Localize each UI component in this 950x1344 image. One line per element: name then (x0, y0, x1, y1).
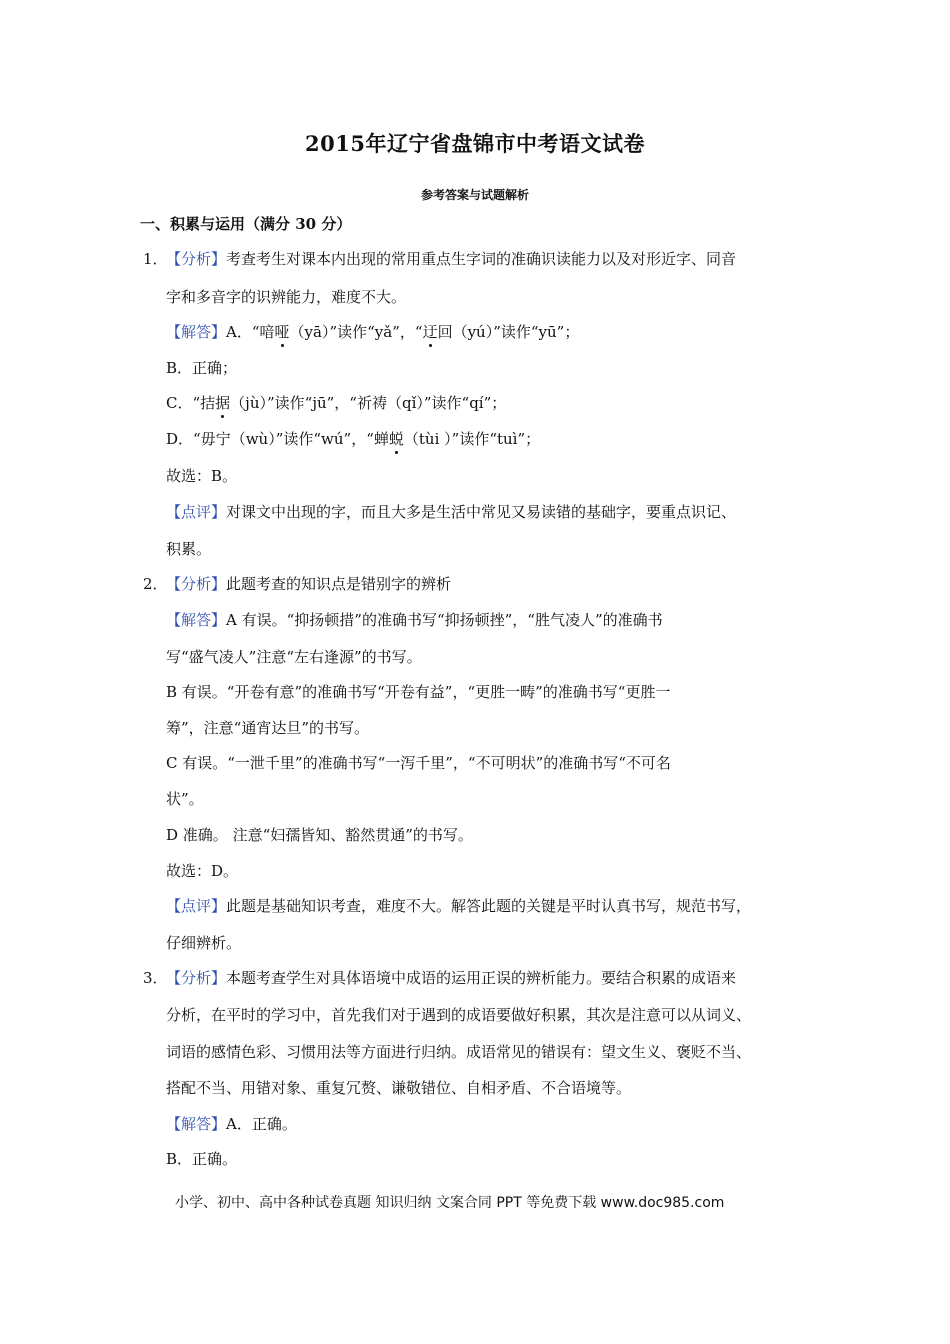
analysis-tag: 【分析】 (166, 969, 227, 987)
analysis-tag: 【分析】 (166, 250, 227, 268)
q1-analysis-line-1: 【分析】考查考生对课本内出现的常用重点生字词的准确识读能力以及对形近字、同音 (166, 250, 737, 268)
q2-comment-line-1: 【点评】此题是基础知识考查，难度不大。解答此题的关键是平时认真书写，规范书写， (166, 897, 752, 915)
answer-tag: 【解答】 (166, 1115, 227, 1133)
q1-answer-c: C．“拮据（jù）”读作“jū”，“祈祷（qǐ）”读作“qí”； (166, 394, 507, 412)
q1-answer-b: B．正确； (166, 359, 238, 377)
page-title: 2015年辽宁省盘锦市中考语文试卷 (305, 131, 645, 156)
q1-answer-a: 【解答】A．“喑哑（yā）”读作“yǎ”，“迂回（yú）”读作“yū”； (166, 323, 580, 341)
q3-analysis-line-2: 分析，在平时的学习中，首先我们对于遇到的成语要做好积累，其次是注意可以从词义、 (166, 1006, 752, 1024)
q3-analysis-line-1: 【分析】本题考查学生对具体语境中成语的运用正误的辨析能力。要结合积累的成语来 (166, 969, 737, 987)
comment-tag: 【点评】 (166, 503, 227, 521)
q2-choice: 故选：D。 (166, 862, 239, 880)
emphasis-dot-char: 迂 (422, 323, 438, 341)
page-subtitle: 参考答案与试题解析 (420, 188, 529, 202)
answer-tag: 【解答】 (166, 323, 227, 341)
q2-answer-b-line-2: 筹”，注意“通宵达旦”的书写。 (166, 719, 370, 737)
q2-answer-a-line-2: 写“盛气凌人”注意“左右逢源”的书写。 (166, 648, 422, 666)
comment-tag: 【点评】 (166, 897, 227, 915)
q3-answer-b: B．正确。 (166, 1150, 238, 1168)
page-footer: 小学、初中、高中各种试卷真题 知识归纳 文案合同 PPT 等免费下载 www.doc985.com (175, 1195, 725, 1211)
answer-tag: 【解答】 (166, 611, 227, 629)
q2-comment-line-2: 仔细辨析。 (166, 934, 242, 952)
q1-answer-d: D．“毋宁（wù）”读作“wú”，“蝉蜕（tùi ）”读作“tuì”； (166, 430, 541, 448)
q3-analysis-line-4: 搭配不当、用错对象、重复冗赘、谦敬错位、自相矛盾、不合语境等。 (166, 1079, 632, 1097)
q1-choice: 故选：B。 (166, 467, 238, 485)
q2-answer-d: D 准确。 注意“妇孺皆知、豁然贯通”的书写。 (166, 826, 473, 844)
q3-analysis-line-3: 词语的感情色彩、习惯用法等方面进行归纳。成语常见的错误有：望文生义、褒贬不当、 (166, 1043, 752, 1061)
emphasis-dot-char: 哑 (274, 323, 290, 341)
q3-answer-a: 【解答】A．正确。 (166, 1115, 297, 1133)
q1-analysis-line-2: 字和多音字的识辨能力，难度不大。 (166, 288, 407, 306)
q2-analysis-line-1: 【分析】此题考查的知识点是错别字的辨析 (166, 575, 452, 593)
question-number-1: 1． (143, 250, 168, 268)
question-number-3: 3． (143, 969, 168, 987)
emphasis-dot-char: 蜕 (388, 430, 404, 448)
emphasis-dot-char: 据 (215, 394, 231, 412)
question-number-2: 2． (143, 575, 168, 593)
q1-comment-line-2: 积累。 (166, 540, 212, 558)
q2-answer-b-line-1: B 有误。“开卷有意”的准确书写“开卷有益”，“更胜一畴”的准确书写“更胜一 (166, 683, 671, 701)
section-heading: 一、积累与运用（满分 30 分） (140, 215, 352, 233)
q1-comment-line-1: 【点评】对课文中出现的字，而且大多是生活中常见又易读错的基础字，要重点识记、 (166, 503, 737, 521)
analysis-tag: 【分析】 (166, 575, 227, 593)
q2-answer-a-line-1: 【解答】A 有误。“抑扬顿措”的准确书写“抑扬顿挫”，“胜气凌人”的准确书 (166, 611, 663, 629)
q2-answer-c-line-2: 状”。 (166, 790, 204, 808)
q2-answer-c-line-1: C 有误。“一泄千里”的准确书写“一泻千里”，“不可明状”的准确书写“不可名 (166, 754, 671, 772)
